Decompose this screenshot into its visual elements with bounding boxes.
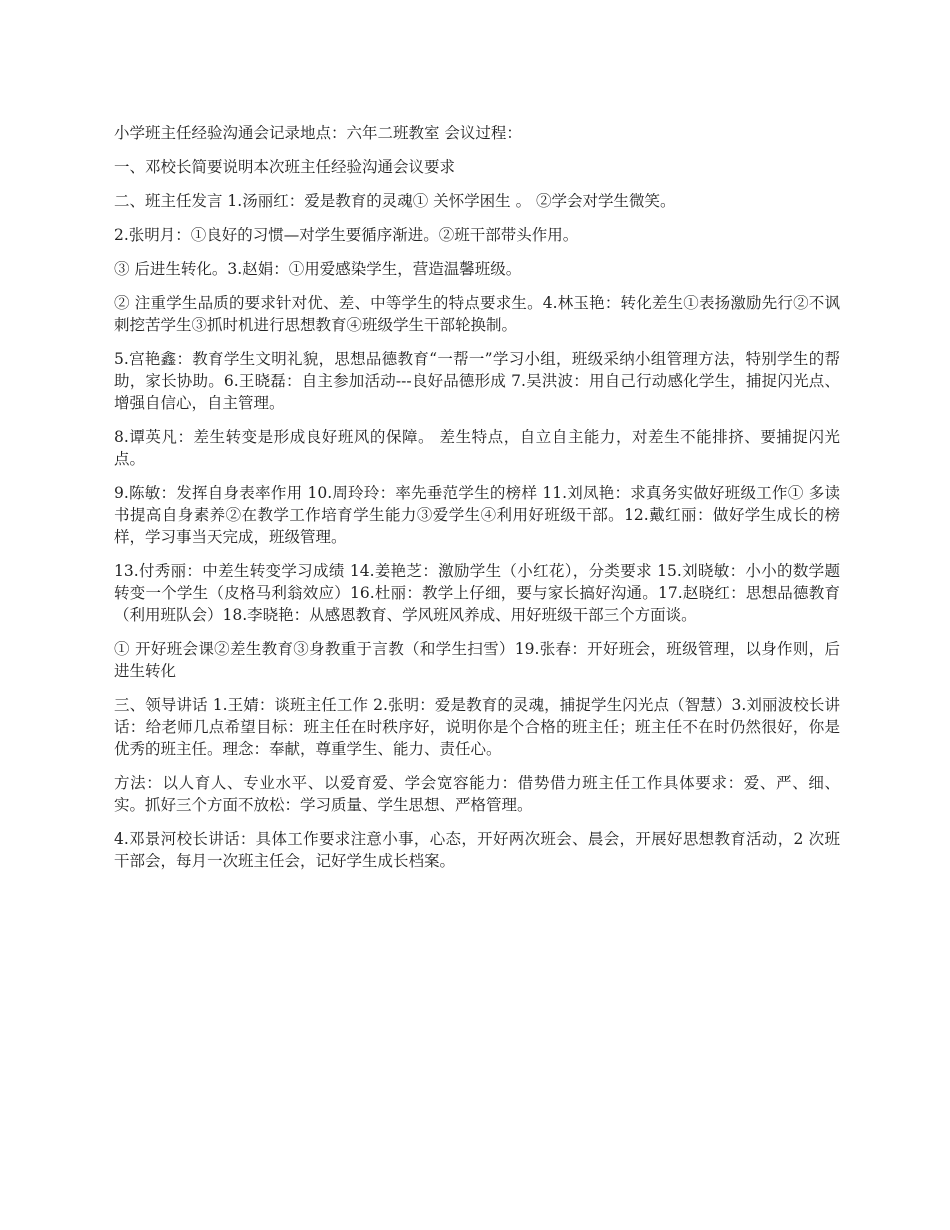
- paragraph: 9.陈敏：发挥自身表率作用 10.周玲玲：率先垂范学生的榜样 11.刘凤艳：求真务实做好班级工作① 多读书提高自身素养②在教学工作培育学生能力③爱学生④利用好班级干部。12.戴红丽：做好学生成长的榜样，学习事当天完成，班级管理。: [114, 484, 840, 546]
- paragraph: ② 注重学生品质的要求针对优、差、中等学生的特点要求生。4.林玉艳：转化差生①表扬激励先行②不讽刺挖苦学生③抓时机进行思想教育④班级学生干部轮换制。: [114, 294, 840, 334]
- paragraph: 4.邓景河校长讲话：具体工作要求注意小事，心态，开好两次班会、晨会，开展好思想教育活动，2 次班干部会，每月一次班主任会，记好学生成长档案。: [114, 830, 840, 870]
- paragraph-section-2: 二、班主任发言 1.汤丽红：爱是教育的灵魂① 关怀学困生 。 ②学会对学生微笑。: [114, 192, 676, 210]
- paragraph-section-3: 三、领导讲话 1.王婧：谈班主任工作 2.张明：爱是教育的灵魂，捕捉学生闪光点（智慧）3.刘丽波校长讲话：给老师几点希望目标：班主任在时秩序好，说明你是个合格的班主任；班主任不在时仍然很好，你是优秀的班主任。理念：奉献，尊重学生、能力、责任心。: [114, 696, 840, 758]
- paragraph: 13.付秀丽：中差生转变学习成绩 14.姜艳芝：激励学生（小红花），分类要求 15.刘晓敏：小小的数学题转变一个学生（皮格马利翁效应）16.杜丽：教学上仔细，要与家长搞好沟通。17.赵晓红：思想品德教育（利用班队会）18.李晓艳：从感恩教育、学风班风养成、用好班级干部三个方面谈。: [114, 562, 840, 624]
- paragraph: 方法：以人育人、专业水平、以爱育爱、学会宽容能力：借势借力班主任工作具体要求：爱、严、细、实。抓好三个方面不放松：学习质量、学生思想、严格管理。: [114, 774, 840, 814]
- paragraph: 8.谭英凡：差生转变是形成良好班风的保障。 差生特点，自立自主能力，对差生不能排挤、要捕捉闪光点。: [114, 428, 840, 468]
- paragraph: ③ 后进生转化。3.赵娟：①用爱感染学生，营造温馨班级。: [114, 260, 522, 278]
- paragraph-section-1: 一、邓校长简要说明本次班主任经验沟通会议要求: [114, 158, 456, 176]
- paragraph: 5.宫艳鑫：教育学生文明礼貌，思想品德教育“一帮一”学习小组，班级采纳小组管理方法，特别学生的帮助，家长协助。6.王晓磊：自主参加活动---良好品德形成 7.吴洪波：用自己行动感化学生，捕捉闪光点、增强自信心，自主管理。: [114, 350, 840, 412]
- paragraph: 2.张明月：①良好的习惯—对学生要循序渐进。②班干部带头作用。: [114, 226, 579, 244]
- document-body: [114, 122, 840, 884]
- paragraph: ① 开好班会课②差生教育③身教重于言教（和学生扫雪）19.张春：开好班会，班级管理，以身作则，后进生转化: [114, 640, 840, 680]
- paragraph-title: 小学班主任经验沟通会记录地点：六年二班教室 会议过程：: [114, 124, 522, 142]
